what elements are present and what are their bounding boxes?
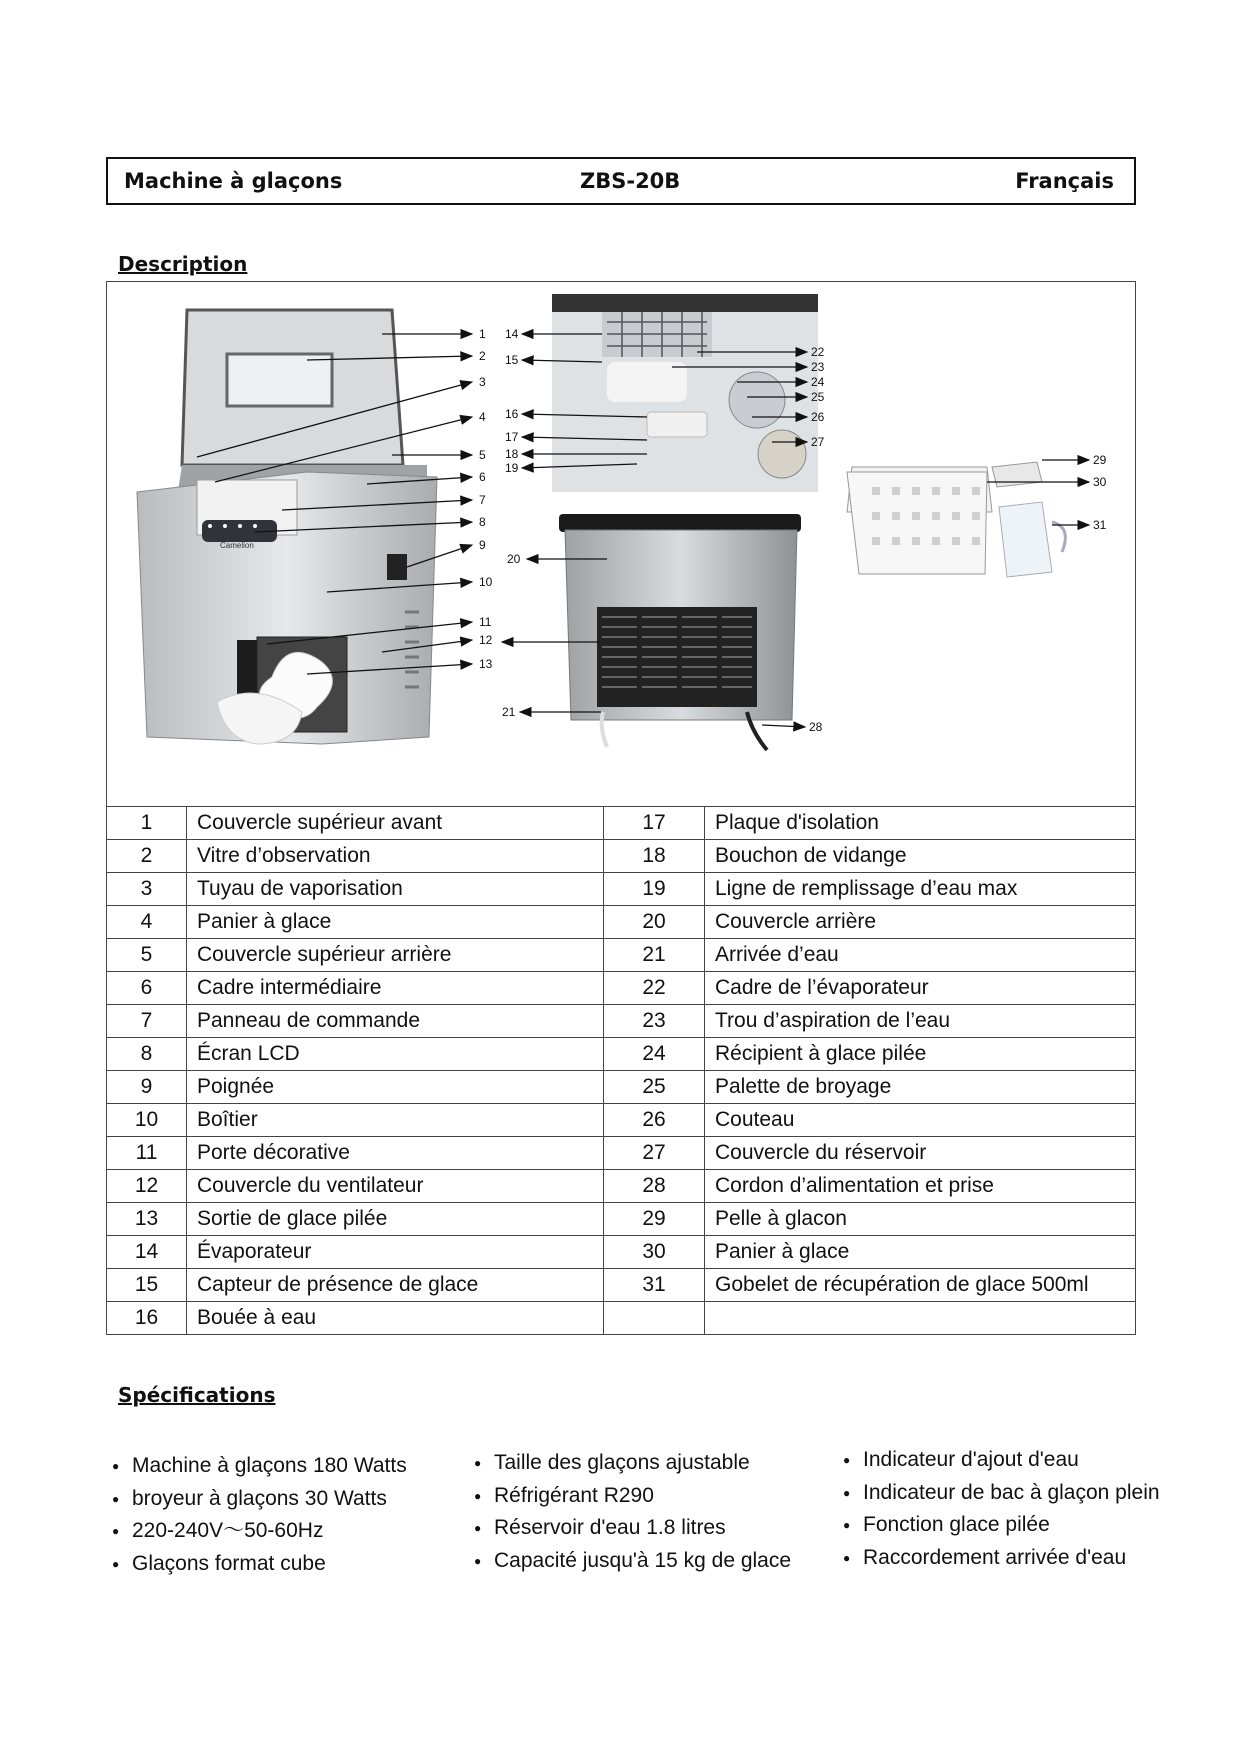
part-number: 28 bbox=[604, 1170, 705, 1203]
part-label: Arrivée d’eau bbox=[705, 939, 1136, 972]
spec-item: ● Glaçons format cube bbox=[112, 1548, 407, 1581]
model-number: ZBS-20B bbox=[580, 169, 681, 193]
spec-item: ● Fonction glace pilée bbox=[843, 1509, 1160, 1542]
parts-table bbox=[106, 806, 1136, 1335]
table-row bbox=[107, 1071, 1136, 1104]
part-label: Panneau de commande bbox=[187, 1005, 604, 1038]
part-label: Panier à glace bbox=[705, 1236, 1136, 1269]
part-number: 3 bbox=[107, 873, 187, 906]
part-number: 9 bbox=[107, 1071, 187, 1104]
part-number: 7 bbox=[107, 1005, 187, 1038]
callout-1: 1 bbox=[479, 327, 486, 341]
part-number: 2 bbox=[107, 840, 187, 873]
table-row bbox=[107, 1104, 1136, 1137]
part-number: 26 bbox=[604, 1104, 705, 1137]
callout-15: 15 bbox=[505, 353, 519, 367]
part-number bbox=[604, 1302, 705, 1335]
callout-9: 9 bbox=[479, 538, 486, 552]
part-label: Poignée bbox=[187, 1071, 604, 1104]
part-number: 17 bbox=[604, 807, 705, 840]
callout-24: 24 bbox=[811, 375, 825, 389]
part-number: 22 bbox=[604, 972, 705, 1005]
part-label: Cordon d’alimentation et prise bbox=[705, 1170, 1136, 1203]
callout-29: 29 bbox=[1093, 453, 1107, 467]
ice-machine-back-view bbox=[559, 514, 801, 750]
part-label: Couteau bbox=[705, 1104, 1136, 1137]
part-label: Couvercle du réservoir bbox=[705, 1137, 1136, 1170]
part-number: 23 bbox=[604, 1005, 705, 1038]
part-label: Trou d’aspiration de l’eau bbox=[705, 1005, 1136, 1038]
callout-25: 25 bbox=[811, 390, 825, 404]
part-number: 20 bbox=[604, 906, 705, 939]
spec-item: ● broyeur à glaçons 30 Watts bbox=[112, 1483, 407, 1516]
table-row bbox=[107, 1302, 1136, 1335]
callout-4: 4 bbox=[479, 410, 486, 424]
spec-item: ● Réservoir d'eau 1.8 litres bbox=[474, 1512, 791, 1545]
part-number: 18 bbox=[604, 840, 705, 873]
specifications-title: Spécifications bbox=[118, 1383, 276, 1407]
part-label: Ligne de remplissage d’eau max bbox=[705, 873, 1136, 906]
callout-5: 5 bbox=[479, 448, 486, 462]
spec-item: ● Capacité jusqu'à 15 kg de glace bbox=[474, 1545, 791, 1578]
table-row bbox=[107, 1236, 1136, 1269]
part-label: Couvercle arrière bbox=[705, 906, 1136, 939]
parts-diagram bbox=[106, 281, 1136, 806]
part-label: Porte décorative bbox=[187, 1137, 604, 1170]
description-title: Description bbox=[118, 252, 248, 276]
product-name: Machine à glaçons bbox=[124, 169, 343, 193]
spec-item: ● Taille des glaçons ajustable bbox=[474, 1447, 791, 1480]
part-label bbox=[705, 1302, 1136, 1335]
specs-column-2 bbox=[474, 1447, 791, 1577]
table-row bbox=[107, 873, 1136, 906]
table-row bbox=[107, 807, 1136, 840]
spec-item: ● Indicateur de bac à glaçon plein bbox=[843, 1477, 1160, 1510]
part-number: 27 bbox=[604, 1137, 705, 1170]
part-number: 25 bbox=[604, 1071, 705, 1104]
table-row bbox=[107, 906, 1136, 939]
part-number: 4 bbox=[107, 906, 187, 939]
callout-17: 17 bbox=[505, 430, 519, 444]
part-number: 16 bbox=[107, 1302, 187, 1335]
part-label: Couvercle du ventilateur bbox=[187, 1170, 604, 1203]
parts-diagram-illustration bbox=[107, 282, 1135, 807]
part-number: 24 bbox=[604, 1038, 705, 1071]
part-label: Récipient à glace pilée bbox=[705, 1038, 1136, 1071]
callout-21: 21 bbox=[502, 705, 516, 719]
callout-26: 26 bbox=[811, 410, 825, 424]
callout-22: 22 bbox=[811, 345, 825, 359]
callout-27: 27 bbox=[811, 435, 825, 449]
brand-logo: Camelion bbox=[220, 541, 254, 550]
part-number: 21 bbox=[604, 939, 705, 972]
table-row bbox=[107, 1170, 1136, 1203]
part-number: 30 bbox=[604, 1236, 705, 1269]
callout-8: 8 bbox=[479, 515, 486, 529]
table-row bbox=[107, 972, 1136, 1005]
part-label: Écran LCD bbox=[187, 1038, 604, 1071]
callout-3: 3 bbox=[479, 375, 486, 389]
part-label: Cadre de l’évaporateur bbox=[705, 972, 1136, 1005]
part-number: 11 bbox=[107, 1137, 187, 1170]
part-number: 13 bbox=[107, 1203, 187, 1236]
document-header bbox=[106, 157, 1136, 205]
table-row bbox=[107, 939, 1136, 972]
callout-30: 30 bbox=[1093, 475, 1107, 489]
ice-machine-front-view bbox=[137, 310, 437, 744]
callout-20: 20 bbox=[507, 552, 521, 566]
specs-column-1 bbox=[112, 1450, 407, 1580]
table-row bbox=[107, 1269, 1136, 1302]
spec-item: ● Raccordement arrivée d'eau bbox=[843, 1542, 1160, 1575]
language-label: Français bbox=[1015, 169, 1114, 193]
part-label: Capteur de présence de glace bbox=[187, 1269, 604, 1302]
part-label: Bouée à eau bbox=[187, 1302, 604, 1335]
callout-28: 28 bbox=[809, 720, 823, 734]
callout-31: 31 bbox=[1093, 518, 1107, 532]
callout-19: 19 bbox=[505, 461, 519, 475]
part-label: Évaporateur bbox=[187, 1236, 604, 1269]
part-label: Panier à glace bbox=[187, 906, 604, 939]
part-label: Palette de broyage bbox=[705, 1071, 1136, 1104]
callout-16: 16 bbox=[505, 407, 519, 421]
part-label: Couvercle supérieur avant bbox=[187, 807, 604, 840]
part-number: 10 bbox=[107, 1104, 187, 1137]
specs-column-3 bbox=[843, 1444, 1160, 1574]
part-number: 8 bbox=[107, 1038, 187, 1071]
part-label: Cadre intermédiaire bbox=[187, 972, 604, 1005]
spec-item: ● Indicateur d'ajout d'eau bbox=[843, 1444, 1160, 1477]
part-label: Gobelet de récupération de glace 500ml bbox=[705, 1269, 1136, 1302]
part-number: 5 bbox=[107, 939, 187, 972]
callout-2: 2 bbox=[479, 349, 486, 363]
spec-item: ● 220-240V～50-60Hz bbox=[112, 1515, 407, 1548]
callout-12: 12 bbox=[479, 633, 493, 647]
part-label: Boîtier bbox=[187, 1104, 604, 1137]
callout-6: 6 bbox=[479, 470, 486, 484]
callout-14: 14 bbox=[505, 327, 519, 341]
part-number: 31 bbox=[604, 1269, 705, 1302]
spec-item: ● Réfrigérant R290 bbox=[474, 1480, 791, 1513]
spec-item: ● Machine à glaçons 180 Watts bbox=[112, 1450, 407, 1483]
part-number: 12 bbox=[107, 1170, 187, 1203]
part-label: Bouchon de vidange bbox=[705, 840, 1136, 873]
part-label: Pelle à glacon bbox=[705, 1203, 1136, 1236]
interior-view bbox=[552, 294, 818, 492]
callout-23: 23 bbox=[811, 360, 825, 374]
callout-10: 10 bbox=[479, 575, 493, 589]
part-number: 15 bbox=[107, 1269, 187, 1302]
part-number: 14 bbox=[107, 1236, 187, 1269]
part-label: Plaque d'isolation bbox=[705, 807, 1136, 840]
table-row bbox=[107, 840, 1136, 873]
table-row bbox=[107, 1005, 1136, 1038]
callout-7: 7 bbox=[479, 493, 486, 507]
part-label: Tuyau de vaporisation bbox=[187, 873, 604, 906]
part-label: Sortie de glace pilée bbox=[187, 1203, 604, 1236]
table-row bbox=[107, 1038, 1136, 1071]
part-label: Couvercle supérieur arrière bbox=[187, 939, 604, 972]
table-row bbox=[107, 1203, 1136, 1236]
table-row bbox=[107, 1137, 1136, 1170]
callout-13: 13 bbox=[479, 657, 493, 671]
callout-18: 18 bbox=[505, 447, 519, 461]
accessories bbox=[847, 462, 1065, 577]
part-number: 29 bbox=[604, 1203, 705, 1236]
part-number: 1 bbox=[107, 807, 187, 840]
part-number: 6 bbox=[107, 972, 187, 1005]
part-number: 19 bbox=[604, 873, 705, 906]
part-label: Vitre d’observation bbox=[187, 840, 604, 873]
callout-11: 11 bbox=[479, 615, 492, 629]
